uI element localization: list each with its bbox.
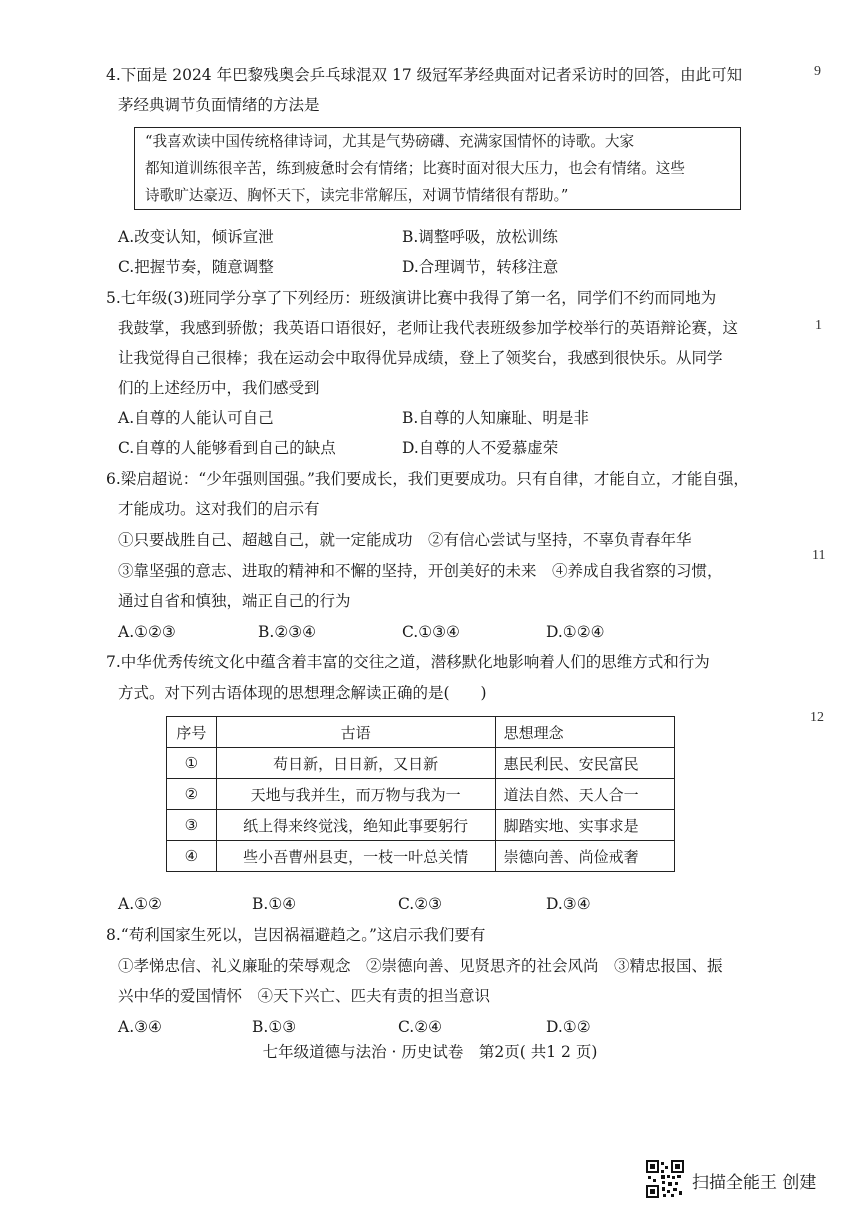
question-text: 方式。对下列古语体现的思想理念解读正确的是( ) [118, 684, 487, 702]
page-footer: 七年级道德与法治 · 历史试卷 第2页( 共1 2 页) [262, 1043, 598, 1061]
question-text: 6.梁启超说：“少年强则国强。”我们要成长，我们更要成功。只有自律，才能自立，才能自强， [106, 470, 749, 488]
margin-number: 12 [810, 710, 824, 725]
statement-line: ③靠坚强的意志、进取的精神和不懈的坚持，开创美好的未来 ④养成自我省察的习惯， [118, 562, 723, 580]
table-row [167, 748, 675, 779]
quote-line: “我喜欢读中国传统格律诗词，尤其是气势磅礴、充满家国情怀的诗歌。大家 [145, 133, 635, 150]
question-text: 我鼓掌，我感到骄傲；我英语口语很好，老师让我代表班级参加学校举行的英语辩论赛，这 [118, 319, 739, 337]
scanner-label: 扫描全能王 创建 [692, 1173, 817, 1193]
table-cell: 惠民利民、安民富民 [495, 748, 674, 779]
table-cell: ② [167, 779, 217, 810]
question-text: 让我觉得自己很棒；我在运动会中取得优异成绩，登上了领奖台，我感到很快乐。从同学 [118, 349, 723, 367]
margin-number: 11 [812, 548, 826, 563]
table-header: 古语 [216, 717, 495, 748]
option-b: B.①④ [252, 895, 297, 913]
table-cell: ③ [167, 810, 217, 841]
option-c: C.把握节奏，随意调整 [118, 258, 274, 276]
option-c: C.①③④ [402, 623, 460, 641]
table-cell: ① [167, 748, 217, 779]
statement-line: 兴中华的爱国情怀 ④天下兴亡、匹夫有责的担当意识 [118, 987, 491, 1005]
option-d: D.①②④ [546, 623, 605, 641]
question-text: 5.七年级(3)班同学分享了下列经历：班级演讲比赛中我得了第一名，同学们不约而同地为 [106, 289, 717, 307]
option-c: C.自尊的人能够看到自己的缺点 [118, 439, 336, 457]
option-c: C.②③ [398, 895, 443, 913]
option-b: B.调整呼吸，放松训练 [402, 228, 558, 246]
table-cell: 崇德向善、尚俭戒奢 [495, 841, 674, 872]
option-d: D.③④ [546, 895, 591, 913]
margin-number: 1 [815, 318, 822, 333]
option-d: D.合理调节，转移注意 [402, 258, 559, 276]
question-text: 7.中华优秀传统文化中蕴含着丰富的交往之道，潜移默化地影响着人们的思维方式和行为 [106, 653, 710, 671]
qr-code-icon [646, 1160, 684, 1198]
margin-number: 9 [814, 64, 821, 79]
quote-line: 诗歌旷达豪迈、胸怀天下，读完非常解压，对调节情绪很有帮助。” [145, 187, 569, 204]
question-text: 8.“苟利国家生死以，岂因祸福避趋之。”这启示我们要有 [106, 926, 486, 944]
question-text: 才能成功。这对我们的启示有 [118, 500, 320, 518]
table-cell: 脚踏实地、实事求是 [495, 810, 674, 841]
option-a: A.①② [118, 895, 162, 913]
table-header: 序号 [167, 717, 217, 748]
option-c: C.②④ [398, 1018, 443, 1036]
table-row [167, 779, 675, 810]
table-cell: 纸上得来终觉浅，绝知此事要躬行 [216, 810, 495, 841]
table-row [167, 841, 675, 872]
option-b: B.②③④ [258, 623, 317, 641]
question-text: 茅经典调节负面情绪的方法是 [118, 96, 320, 114]
table-header: 思想理念 [495, 717, 674, 748]
option-b: B.自尊的人知廉耻、明是非 [402, 409, 589, 427]
option-b: B.①③ [252, 1018, 297, 1036]
table-cell: 苟日新，日日新，又日新 [216, 748, 495, 779]
table-cell: 些小吾曹州县吏，一枝一叶总关情 [216, 841, 495, 872]
scanner-watermark [646, 1160, 846, 1200]
option-a: A.自尊的人能认可自己 [118, 409, 274, 427]
table-header-row [167, 717, 675, 748]
question-text: 们的上述经历中，我们感受到 [118, 379, 320, 397]
statement-line: ①孝悌忠信、礼义廉耻的荣辱观念 ②崇德向善、见贤思齐的社会风尚 ③精忠报国、振 [118, 957, 723, 975]
option-a: A.③④ [118, 1018, 162, 1036]
statement-line: ①只要战胜自己、超越自己，就一定能成功 ②有信心尝试与坚持，不辜负青春年华 [118, 531, 692, 549]
table-cell: 天地与我并生，而万物与我为一 [216, 779, 495, 810]
option-d: D.自尊的人不爱慕虚荣 [402, 439, 559, 457]
option-d: D.①② [546, 1018, 591, 1036]
idiom-table [166, 716, 675, 872]
table-row [167, 810, 675, 841]
option-a: A.改变认知，倾诉宣泄 [118, 228, 274, 246]
statement-line: 通过自省和慎独，端正自己的行为 [118, 592, 351, 610]
table-cell: 道法自然、天人合一 [495, 779, 674, 810]
table-cell: ④ [167, 841, 217, 872]
quote-box [134, 127, 741, 210]
quote-line: 都知道训练很辛苦，练到疲惫时会有情绪；比赛时面对很大压力，也会有情绪。这些 [145, 160, 685, 177]
option-a: A.①②③ [118, 623, 176, 641]
question-text: 4.下面是 2024 年巴黎残奥会乒乓球混双 17 级冠军茅经典面对记者采访时的回答，由此可知 [106, 66, 743, 84]
